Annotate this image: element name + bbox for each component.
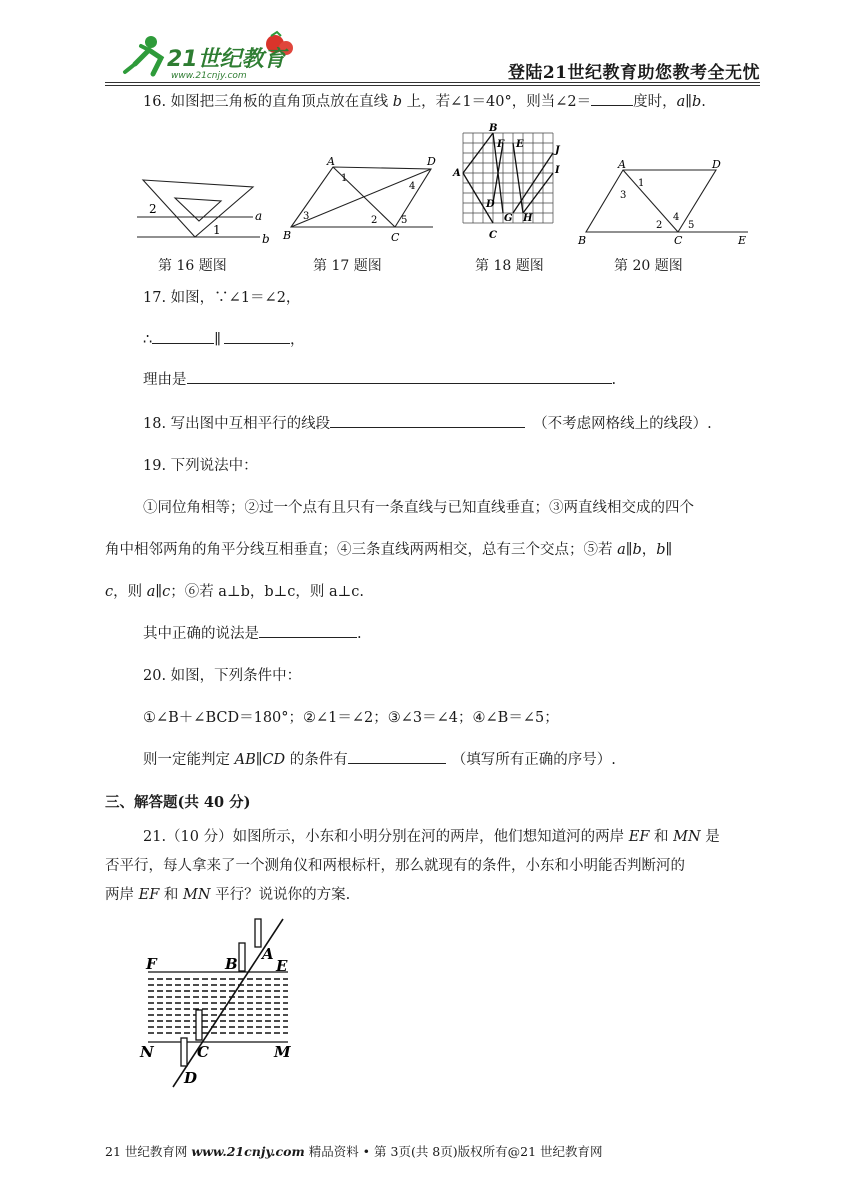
footer-website-link[interactable]: www.21cnjy.com [191, 1144, 305, 1159]
fig16-label-2: 2 [149, 202, 157, 216]
q19-line5-end: . [357, 626, 362, 642]
q21-line-2: 否平行，每人拿来了一个测角仪和两根标杆，那么就现有的条件，小东和小明能否判断河的 [105, 858, 685, 874]
q19-line3-b: a∥b [617, 542, 642, 558]
q21-line3-b: EF [138, 887, 160, 903]
figures-row [135, 125, 760, 250]
page-header [105, 28, 760, 86]
fig16-label-b: b [262, 232, 270, 246]
fig17-label-5: 5 [401, 215, 408, 226]
q20-line3-d: （填写所有正确的序号）. [451, 752, 616, 768]
page-footer [105, 1142, 603, 1160]
caption-fig17: 第 17 题图 [313, 258, 382, 274]
q19-line4-b: ，则 [113, 584, 147, 600]
q19-answer-blank[interactable] [259, 624, 357, 638]
fig21-label-A: A [262, 945, 274, 963]
therefore-sign: ∴ [143, 332, 153, 348]
q18-note: （不考虑网格线上的线段）. [533, 416, 712, 432]
logo-21cnjy [105, 28, 305, 82]
q21-line3-a: 两岸 [105, 887, 139, 903]
q17-period: . [611, 372, 617, 388]
q20-answer-blank[interactable] [348, 750, 446, 764]
figure-16 [135, 165, 270, 250]
question-19: 19. 下列说法中： [143, 458, 258, 474]
fig17-label-B: B [283, 229, 292, 242]
logo-text: 21世纪教育 [167, 47, 286, 72]
q16-var-b2: b [692, 94, 702, 110]
q21-line-3 [105, 885, 350, 905]
q19-line4-a: c [105, 584, 114, 600]
fig18-label-A: A [453, 168, 461, 179]
fig17-label-4: 4 [409, 181, 416, 192]
q19-line3-d: b∥ [656, 542, 673, 558]
fig18-label-E: E [516, 139, 524, 150]
header-title: 登陆21世纪教育助您教考全无忧 [507, 63, 760, 83]
q18-answer-blank[interactable] [330, 414, 525, 428]
q21-line1-b: EF [628, 829, 650, 845]
fig21-label-N: N [140, 1043, 154, 1061]
q16-end: . [701, 94, 706, 110]
q17-reason-label: 理由是 [143, 372, 187, 388]
q16-text-c: 度时， [633, 94, 677, 110]
header-rule [105, 82, 760, 83]
section-3-title: 三、解答题(共 40 分) [105, 794, 251, 811]
q17-reason-blank[interactable] [187, 370, 612, 384]
fig17-label-1: 1 [341, 173, 348, 184]
question-16 [143, 92, 706, 112]
q19-line3-c: ， [641, 542, 657, 558]
q19-line4-d: ；⑥若 a⊥b，b⊥c，则 a⊥c. [170, 584, 365, 600]
fig21-label-M: M [274, 1043, 291, 1061]
fig21-label-E: E [276, 957, 288, 975]
q21-line1-e: 是 [700, 829, 720, 845]
fig18-label-G: G [504, 213, 513, 224]
fig16-label-a: a [255, 209, 263, 223]
fig17-label-D: D [427, 155, 436, 168]
fig18-label-H: H [523, 213, 533, 224]
footer-site-name: 21 世纪教育网 [105, 1144, 192, 1159]
fig20-label-D: D [712, 158, 721, 171]
fig20-label-2: 2 [656, 220, 663, 231]
caption-fig18: 第 18 题图 [475, 258, 544, 274]
fig17-label-A: A [327, 155, 335, 168]
fig18-label-F: F [497, 139, 505, 150]
q19-line3-a: 角中相邻两角的角平分线互相垂直；④三条直线两两相交，总有三个交点；⑤若 [105, 542, 618, 558]
q16-var-a: a [676, 94, 686, 110]
q19-line-2: ①同位角相等；②过一个点有且只有一条直线与已知直线垂直；③两直线相交成的四个 [143, 500, 694, 516]
figure-20 [578, 160, 758, 250]
caption-fig16: 第 16 题图 [158, 258, 227, 274]
q17-blank-2[interactable] [224, 330, 290, 344]
fig18-label-D: D [486, 199, 495, 210]
q21-line3-e: 平行？说说你的方案. [210, 887, 351, 903]
q17-blank-1[interactable] [152, 330, 214, 344]
q16-answer-blank[interactable] [591, 92, 633, 106]
header-rule-thin [105, 85, 760, 86]
q16-text-b: 上，若∠1＝40°，则当∠2＝ [402, 94, 592, 110]
q17-therefore-line [143, 330, 304, 350]
q20-line3-b: AB∥CD [234, 752, 286, 768]
q19-line-4 [105, 582, 364, 602]
fig20-label-1: 1 [638, 178, 645, 189]
question-17: 17. 如图，∵∠1＝∠2， [143, 290, 301, 306]
q20-line3-c: 的条件有 [285, 752, 348, 768]
fig20-label-A: A [618, 158, 626, 171]
question-21 [143, 827, 720, 847]
caption-fig20: 第 20 题图 [614, 258, 683, 274]
fig20-label-B: B [578, 234, 587, 247]
logo-url: www.21cnjy.com [171, 71, 247, 81]
fig21-label-F: F [146, 955, 157, 973]
fig18-label-B: B [489, 123, 498, 134]
q17-reason-line [143, 370, 616, 390]
fig21-label-B: B [225, 955, 238, 973]
fig21-label-C: C [197, 1043, 209, 1061]
q20-line-2: ①∠B＋∠BCD＝180°；②∠1＝∠2；③∠3＝∠4；④∠B＝∠5； [143, 710, 559, 726]
q17-parallel: ∥ [214, 332, 221, 348]
fig17-label-C: C [391, 231, 400, 244]
q21-line1-a: 21.（10 分）如图所示，小东和小明分别在河的两岸，他们想知道河的两岸 [143, 829, 629, 845]
q21-line3-d: MN [182, 887, 211, 903]
fig17-label-3: 3 [303, 211, 310, 222]
figure-17 [283, 155, 438, 245]
q19-line-5 [143, 624, 362, 644]
fig20-label-5: 5 [688, 220, 695, 231]
figure-18 [453, 125, 565, 243]
fig18-label-C: C [489, 230, 497, 241]
fig20-label-E: E [738, 234, 747, 247]
q16-text-a: 16. 如图把三角板的直角顶点放在直线 [143, 94, 393, 110]
fig18-label-J: J [555, 145, 560, 156]
q20-line-3 [143, 750, 616, 770]
footer-page-info: 精品资料 • 第 3页(共 8页)版权所有@21 世纪教育网 [304, 1144, 603, 1159]
figure-21-river [138, 915, 308, 1090]
fig18-label-I: I [555, 165, 560, 176]
q19-line4-c: a∥c [146, 584, 171, 600]
q16-var-b: b [392, 94, 403, 110]
q21-line1-c: 和 [649, 829, 674, 845]
fig20-label-3: 3 [620, 190, 627, 201]
fig20-label-C: C [674, 234, 683, 247]
q21-line1-d: MN [673, 829, 701, 845]
q19-line5-text: 其中正确的说法是 [143, 626, 259, 642]
question-18 [143, 414, 712, 434]
q20-line3-a: 则一定能判定 [143, 752, 235, 768]
q21-line3-c: 和 [159, 887, 183, 903]
question-20: 20. 如图，下列条件中： [143, 668, 302, 684]
q18-text: 18. 写出图中互相平行的线段 [143, 416, 331, 432]
q16-parallel: ∥ [685, 94, 692, 110]
fig17-label-2: 2 [371, 215, 378, 226]
q19-line-3 [105, 540, 672, 560]
fig20-label-4: 4 [673, 212, 680, 223]
fig16-label-1: 1 [213, 223, 221, 237]
fig21-label-D: D [184, 1069, 198, 1087]
q17-comma: ， [289, 332, 305, 348]
